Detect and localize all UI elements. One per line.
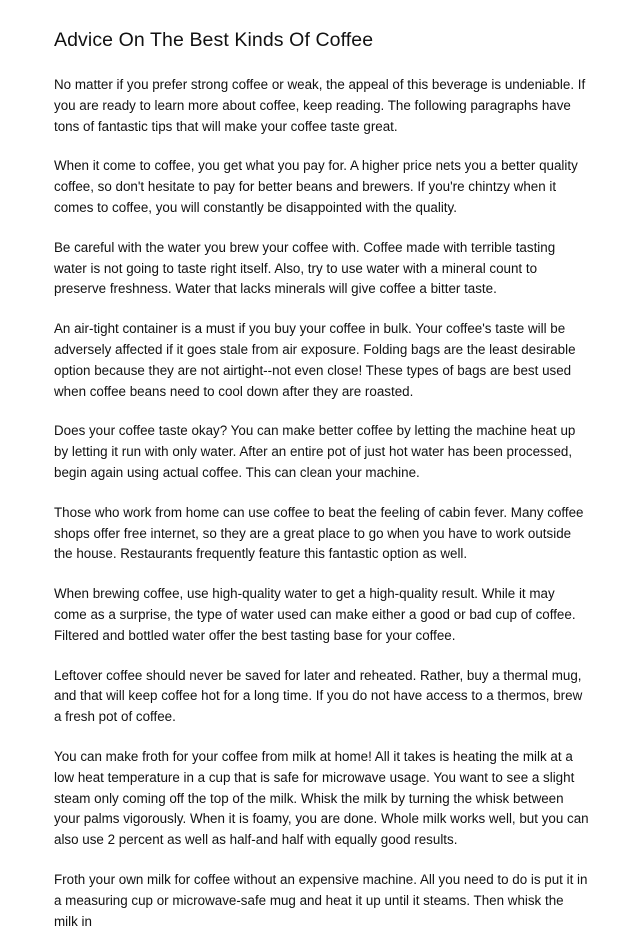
paragraph-2: When it come to coffee, you get what you pay for. A higher price nets you a better quality coffee, so don't hesitate to pay for better beans and brewers. If you're chintzy when it comes to coffee, you will constantly be disappointed with the quality.	[54, 158, 578, 215]
paragraph-1: No matter if you prefer strong coffee or weak, the appeal of this beverage is undeniable. If you are ready to learn more about coffee, keep reading. The following paragraphs have tons of fantastic tips that will make your coffee taste great.	[54, 77, 586, 134]
paragraph-10: Froth your own milk for coffee without an expensive machine. All you need to do is put it in a measuring cup or microwave-safe mug and heat it up until it steams. Then whisk the milk in	[54, 871, 588, 929]
paragraph-3: Be careful with the water you brew your coffee with. Coffee made with terrible tasting water is not going to taste right itself. Also, try to use water with a mineral count to preserve freshness. Water that lacks minerals will give coffee a bitter taste.	[54, 239, 556, 297]
paragraph-8: Leftover coffee should never be saved for later and reheated. Rather, buy a thermal mug, and that will keep coffee hot for a long time. If you do not have access to a thermos, brew a fresh pot of coffee.	[54, 667, 583, 725]
paragraph-7: When brewing coffee, use high-quality water to get a high-quality result. While it may come as a surprise, the type of water used can make either a good or bad cup of coffee. Filtered and bottled water offer the best tasting base for your coffee.	[54, 586, 576, 643]
paragraph-6: Those who work from home can use coffee to beat the feeling of cabin fever. Many coffee shops offer free internet, so they are a great place to go when you have to work outside the house. Restaurants frequently feature this fantastic option as well.	[54, 504, 584, 562]
paragraph-4: An air-tight container is a must if you buy your coffee in bulk. Your coffee's taste will be adversely affected if it goes stale from air exposure. Folding bags are the least desirable option because they are not airtight--not even close! These types of bags are best used when coffee beans need to cool down after they are roasted.	[54, 321, 576, 399]
paragraph-5: Does your coffee taste okay? You can make better coffee by letting the machine heat up by letting it run with only water. After an entire pot of just hot water has been processed, begin again using actual coffee. This can clean your machine.	[54, 423, 576, 480]
document-title: Advice On The Best Kinds Of Coffee	[54, 29, 374, 51]
document-page	[54, 26, 590, 951]
paragraph-9: You can make froth for your coffee from milk at home! All it takes is heating the milk at a low heat temperature in a cup that is safe for microwave usage. You want to see a slight steam only coming off the top of the milk. Whisk the milk by turning the whisk between your palms vigorously. When it is foamy, you are done. Whole milk works well, but you can also use 2 percent as well as half-and half with equally good results.	[54, 748, 589, 848]
